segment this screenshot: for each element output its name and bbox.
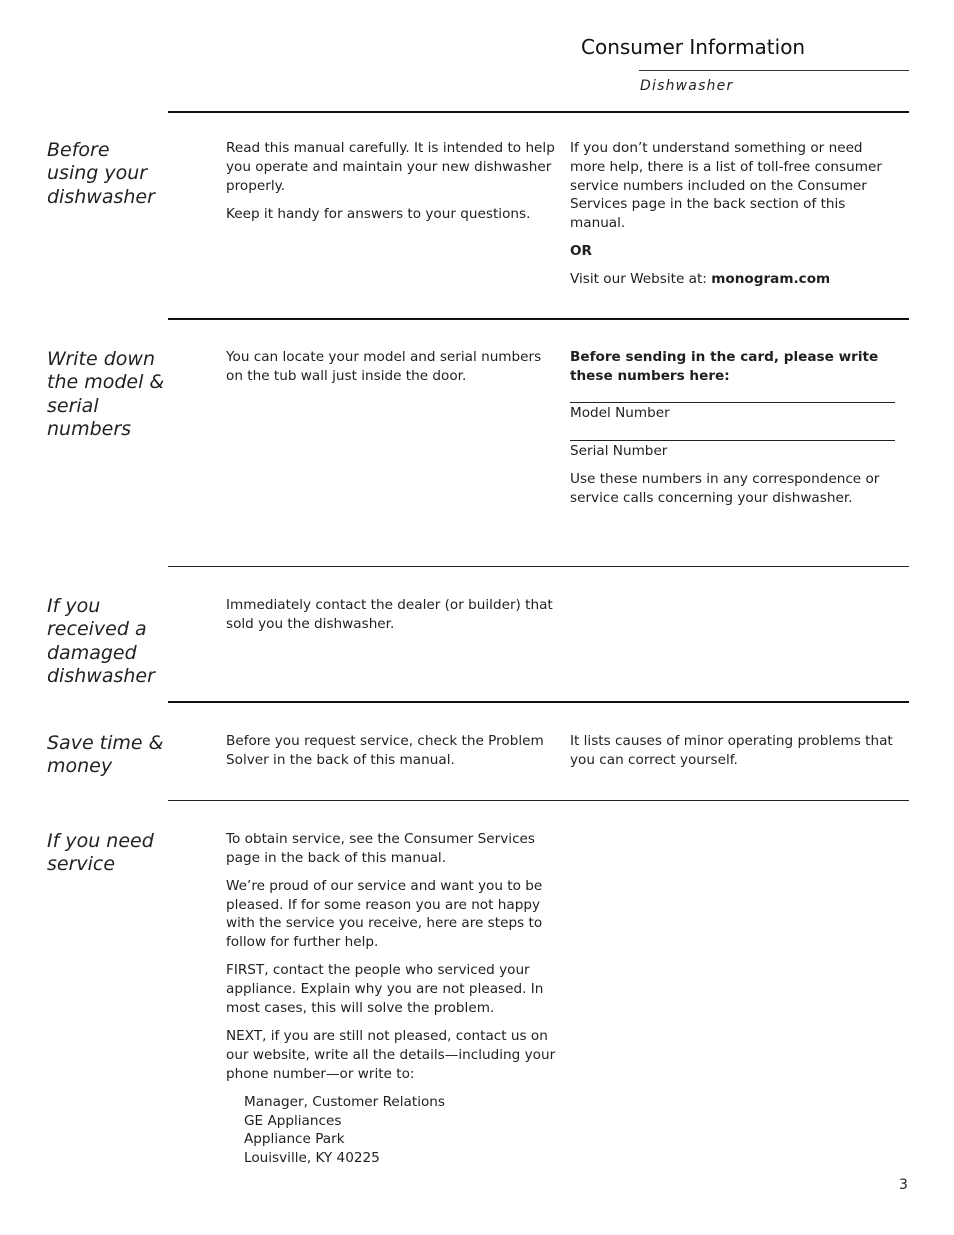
model-number-line[interactable] [570, 402, 895, 403]
section-write-down-right [570, 348, 900, 517]
section-divider [168, 566, 909, 567]
address-line: Manager, Customer Relations [244, 1093, 446, 1110]
paragraph: Before you request service, check the Problem Solver in the back of this manual. [226, 733, 544, 768]
section-divider [168, 111, 909, 113]
page-header-title: Consumer Information [581, 35, 806, 59]
section-divider [168, 701, 909, 703]
serial-number-line[interactable] [570, 440, 895, 441]
address-line: Louisville, KY 40225 [244, 1150, 380, 1167]
page-number: 3 [899, 1177, 908, 1193]
section-heading-save-time: Save time & money [47, 732, 164, 778]
website-line [570, 270, 900, 289]
paragraph: It lists causes of minor operating problems that you can correct yourself. [570, 733, 893, 768]
paragraph: FIRST, contact the people who serviced your appliance. Explain why you are not pleased. In most cases, this will solve the problem. [226, 962, 544, 1016]
section-damaged-left [226, 596, 556, 643]
page-header-subtitle: Dishwasher [640, 78, 734, 94]
paragraph: Read this manual carefully. It is intended to help you operate and maintain your new dishwasher properly. [226, 140, 555, 194]
section-save-time-left [226, 732, 556, 779]
paragraph: Keep it handy for answers to your questions. [226, 205, 531, 222]
website-prefix: Visit our Website at: [570, 271, 712, 288]
section-save-time-right [570, 732, 900, 779]
header-divider [639, 70, 909, 71]
paragraph: To obtain service, see the Consumer Services page in the back of this manual. [226, 831, 536, 866]
section-before-using-right [570, 139, 900, 298]
section-before-using-left [226, 139, 556, 233]
paragraph: We’re proud of our service and want you to be pleased. If for some reason you are not happy with the service you receive, here are steps to follow for further help. [226, 877, 543, 951]
instruction-text: Before sending in the card, please write these numbers here: [570, 349, 879, 384]
or-label: OR [570, 243, 593, 260]
section-divider [168, 318, 909, 320]
address-line: Appliance Park [244, 1131, 345, 1148]
paragraph: Immediately contact the dealer (or builder) that sold you the dishwasher. [226, 597, 553, 632]
section-heading-damaged: If you received a damaged dishwasher [47, 595, 155, 687]
section-heading-need-service: If you need service [47, 830, 154, 876]
paragraph: Use these numbers in any correspondence or service calls concerning your dishwasher. [570, 471, 880, 507]
section-heading-write-down: Write down the model & serial numbers [47, 348, 165, 440]
section-need-service-left [226, 830, 556, 1168]
section-write-down-left [226, 348, 556, 395]
paragraph: NEXT, if you are still not pleased, contact us on our website, write all the details—including your phone number—or write to: [226, 1028, 556, 1082]
section-divider [168, 800, 909, 801]
address-line: GE Appliances [244, 1112, 342, 1129]
mailing-address [226, 1093, 556, 1168]
serial-number-label: Serial Number [570, 443, 668, 460]
section-heading-before-using: Before using your dishwasher [47, 139, 155, 208]
paragraph: If you don’t understand something or need more help, there is a list of toll-free consumer service numbers included on the Consumer Services page in the back section of this manual. [570, 140, 882, 232]
website-link[interactable]: monogram.com [711, 271, 831, 288]
model-number-label: Model Number [570, 404, 670, 421]
paragraph: You can locate your model and serial numbers on the tub wall just inside the door. [226, 349, 542, 384]
